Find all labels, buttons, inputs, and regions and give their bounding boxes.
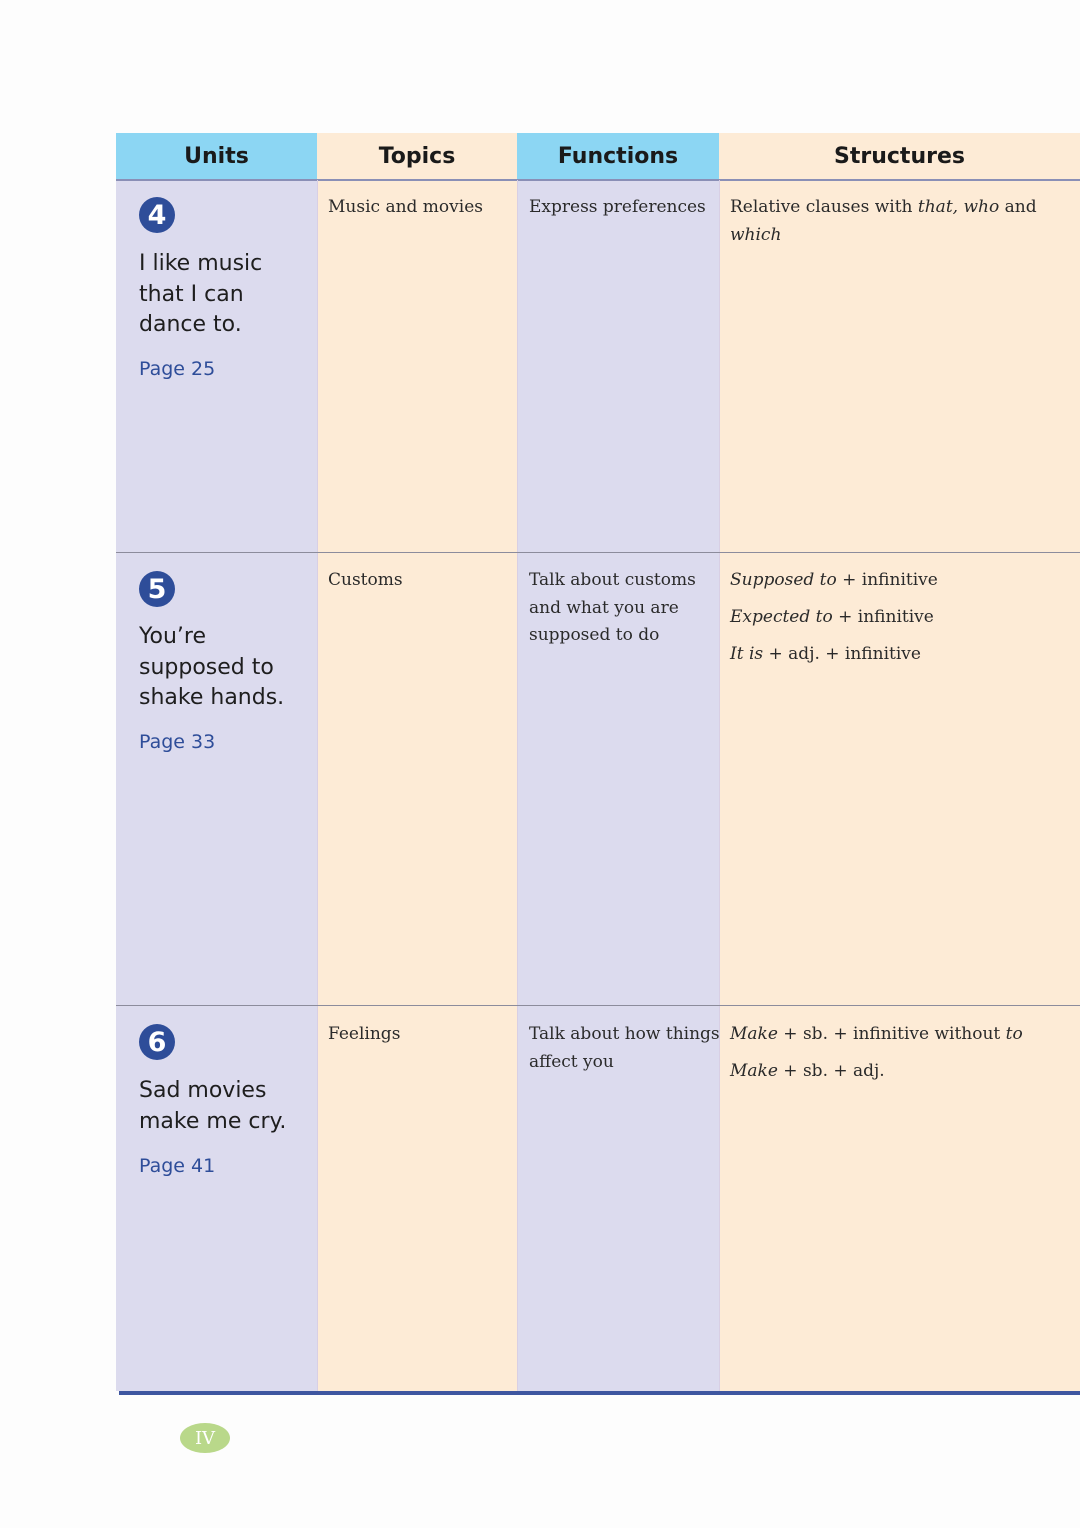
structure-line: which: [730, 224, 782, 245]
unit-page-link[interactable]: Page 41: [139, 1155, 216, 1177]
table-bottom-rule: [119, 1391, 1080, 1395]
structure-line: It is + adj. + infinitive: [730, 644, 921, 664]
structure-line: Supposed to + infinitive: [730, 570, 938, 590]
unit-title: Sad movies make me cry.: [139, 1078, 287, 1134]
unit-title: I like music that I can dance to.: [139, 251, 263, 337]
unit-number-badge: 5: [139, 571, 175, 607]
topic-cell: Music and movies: [328, 197, 483, 217]
unit-number-badge: 4: [139, 197, 175, 233]
structures-column-bg: [719, 180, 1080, 1391]
structure-cell: [730, 194, 1037, 249]
syllabus-table: [116, 133, 1080, 1396]
column-divider: [317, 180, 318, 1391]
header-structures: Structures: [719, 133, 1080, 179]
unit-page-link[interactable]: Page 33: [139, 731, 216, 753]
row-divider: [116, 1005, 1080, 1006]
function-cell: Talk about how things affect you: [529, 1024, 720, 1072]
structure-line: Make + sb. + adj.: [730, 1061, 885, 1081]
structure-line: Expected to + infinitive: [730, 607, 934, 627]
header-functions: Functions: [517, 133, 719, 179]
function-cell: Express preferences: [529, 197, 706, 217]
functions-column-bg: [517, 180, 719, 1391]
header-topics: Topics: [317, 133, 517, 179]
unit-title: You’re supposed to shake hands.: [139, 624, 285, 710]
function-cell: Talk about customs and what you are supposed to do: [529, 570, 696, 645]
structure-cell: [730, 567, 938, 678]
structure-line: Relative clauses with that, who and: [730, 197, 1037, 217]
unit-number-badge: 6: [139, 1024, 175, 1060]
unit-page-link[interactable]: Page 25: [139, 358, 216, 380]
topic-cell: Customs: [328, 570, 403, 590]
header-divider: [116, 179, 1080, 181]
page-number-badge: IV: [180, 1423, 230, 1453]
column-divider: [719, 180, 720, 1391]
topics-column-bg: [317, 180, 517, 1391]
structure-cell: [730, 1021, 1023, 1095]
topic-cell: Feelings: [328, 1024, 401, 1044]
structure-line: Make + sb. + infinitive without to: [730, 1024, 1023, 1044]
column-divider: [517, 180, 518, 1391]
row-divider: [116, 552, 1080, 553]
header-units: Units: [116, 133, 317, 179]
